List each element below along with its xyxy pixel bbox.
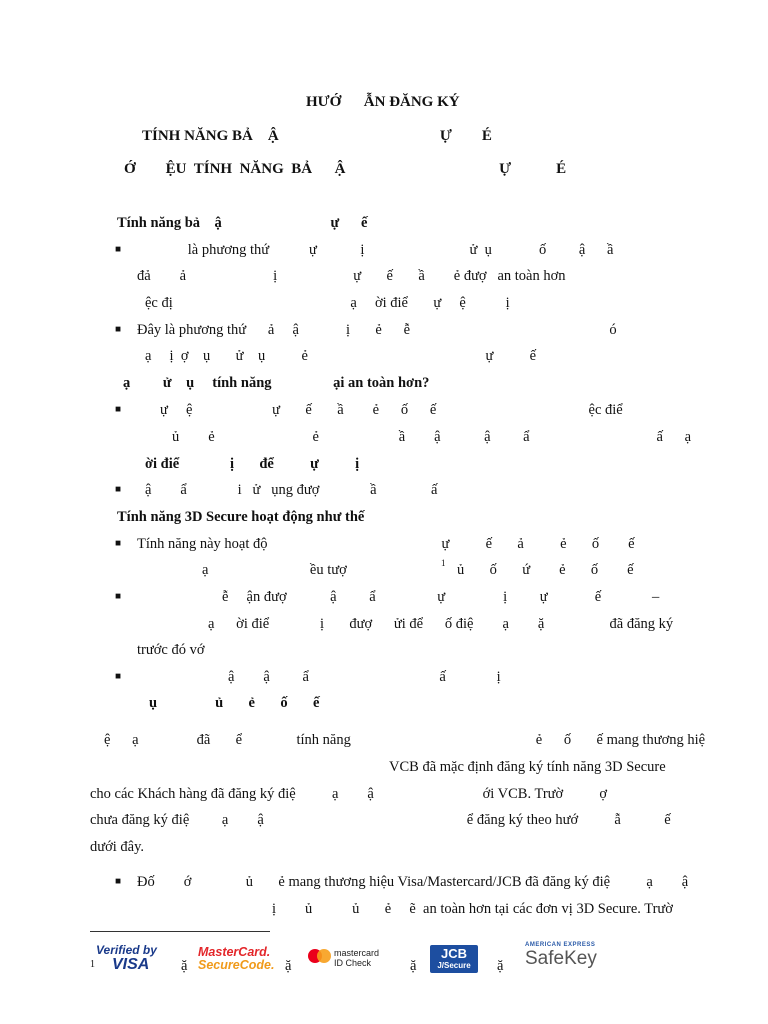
bullet-icon: ■ bbox=[115, 876, 122, 887]
bullet-icon: ■ bbox=[115, 404, 122, 415]
amex-safekey-logo bbox=[525, 942, 597, 970]
footnote-number: 1 bbox=[90, 959, 95, 970]
doc-title-2: TÍNH NĂNG BẢ Ậ Ự É bbox=[142, 128, 492, 144]
paragraph-line: ủ ố ứ ẻ ố ế bbox=[457, 562, 634, 578]
paragraph-line: trước đó vớ bbox=[137, 642, 205, 658]
paragraph-line: ời điể ị để ự ị bbox=[145, 456, 360, 472]
section-heading-how: Tính năng 3D Secure hoạt động như thế bbox=[117, 509, 365, 525]
bullet-icon: ■ bbox=[115, 538, 122, 549]
mastercard-logo-line1: MasterCard. bbox=[198, 945, 271, 959]
paragraph-line: ễ ận đượ ậ ẩ ự ị ự ế – bbox=[222, 589, 660, 605]
mastercard-circles-icon bbox=[307, 947, 333, 965]
footnote-reference: 1 bbox=[441, 558, 446, 568]
paragraph-line: VCB đã mặc định đăng ký tính năng 3D Secure bbox=[389, 759, 666, 775]
mastercard-securecode-logo bbox=[198, 946, 274, 972]
paragraph-line: chưa đăng ký điệ ạ ậ ể đăng ký theo hướ ẫ ế bbox=[90, 812, 671, 828]
visa-logo-line2: VISA bbox=[112, 956, 150, 973]
paragraph-line: đả ả ị ự ế ầ ẻ đượ an toàn hơn bbox=[137, 268, 566, 284]
mastercard-logo-line2: SecureCode. bbox=[198, 958, 275, 972]
doc-title-3: Ớ ỆU TÍNH NĂNG BẢ Ậ Ự É bbox=[124, 161, 567, 177]
paragraph-line: ạ ều tượ bbox=[202, 562, 347, 578]
paragraph-line: ủ ẻ ẻ ầ ậ ậ ẩ ấ ạ bbox=[172, 429, 692, 445]
bullet-icon: ■ bbox=[115, 244, 122, 255]
bullet-icon: ■ bbox=[115, 591, 122, 602]
jcb-secure-logo bbox=[430, 945, 478, 973]
paragraph-line: ụ ủ ẻ ố ế bbox=[149, 695, 320, 711]
logo-separator: ặ bbox=[181, 958, 188, 974]
bullet-icon: ■ bbox=[115, 671, 122, 682]
logo-separator: ặ bbox=[285, 958, 292, 974]
paragraph-line: Đố ớ ủ ẻ mang thương hiệu Visa/Mastercard/JCB đã đăng ký điệ ạ ậ bbox=[137, 874, 689, 890]
paragraph-line: ậ ẩ i ử ụng đượ ầ ấ bbox=[145, 482, 438, 498]
paragraph-line: ự ệ ự ế ầ ẻ ố ế ệc điể bbox=[160, 402, 623, 418]
logo-separator: ặ bbox=[497, 958, 504, 974]
visa-logo-line1: Verified by bbox=[96, 943, 157, 957]
bullet-icon: ■ bbox=[115, 324, 122, 335]
mcid-logo-line1: mastercard bbox=[334, 948, 380, 958]
paragraph-line: ậ ậ ẩ ấ ị bbox=[228, 669, 501, 685]
mcid-logo-line2: ID Check bbox=[334, 958, 372, 968]
paragraph-line: ệc đị ạ ời điể ự ệ ị bbox=[145, 295, 510, 311]
jcb-logo-line2: J/Secure bbox=[437, 961, 471, 970]
paragraph-line: ệ ạ đã ể tính năng ẻ ố ế mang thương hiệ bbox=[104, 732, 706, 748]
doc-title-1: HƯỚ ẪN ĐĂNG KÝ bbox=[306, 94, 460, 110]
section-heading-why: ạ ử ụ tính năng ại an toàn hơn? bbox=[123, 375, 430, 391]
paragraph-line: dưới đây. bbox=[90, 839, 145, 855]
verified-by-visa-logo bbox=[96, 944, 157, 973]
logo-separator: ặ bbox=[410, 958, 417, 974]
paragraph-line: ạ ị ợ ụ ử ụ ẻ ự ế bbox=[145, 348, 537, 364]
paragraph-line: Tính năng này hoạt độ ự ế ả ẻ ố ế bbox=[137, 536, 635, 552]
mastercard-id-check-logo bbox=[307, 947, 333, 970]
amex-logo-line2: SafeKey bbox=[525, 948, 597, 969]
paragraph-line: ạ ời điể ị đượ ửi để ố điệ ạ ặ đã đăng ký bbox=[208, 616, 674, 632]
paragraph-line: cho các Khách hàng đã đăng ký điệ ạ ậ ới VCB. Trườ ợ bbox=[90, 786, 608, 802]
jcb-logo-line1: JCB bbox=[440, 946, 467, 961]
footnote-separator bbox=[90, 931, 270, 932]
mastercard-id-check-text bbox=[334, 948, 379, 968]
amex-logo-line1: AMERICAN EXPRESS bbox=[525, 942, 596, 948]
bullet-icon: ■ bbox=[115, 484, 122, 495]
section-heading-features: Tính năng bả ậ ự ế bbox=[117, 215, 368, 231]
paragraph-line: là phương thứ ự ị ử ụ ố ậ ầ bbox=[137, 242, 614, 258]
paragraph-line: ị ủ ủ ẻ ẽ an toàn hơn tại các đơn vị 3D Secure. Trườ bbox=[272, 901, 673, 917]
paragraph-line: Đây là phương thứ ả ậ ị ẻ ễ ó bbox=[137, 322, 617, 338]
